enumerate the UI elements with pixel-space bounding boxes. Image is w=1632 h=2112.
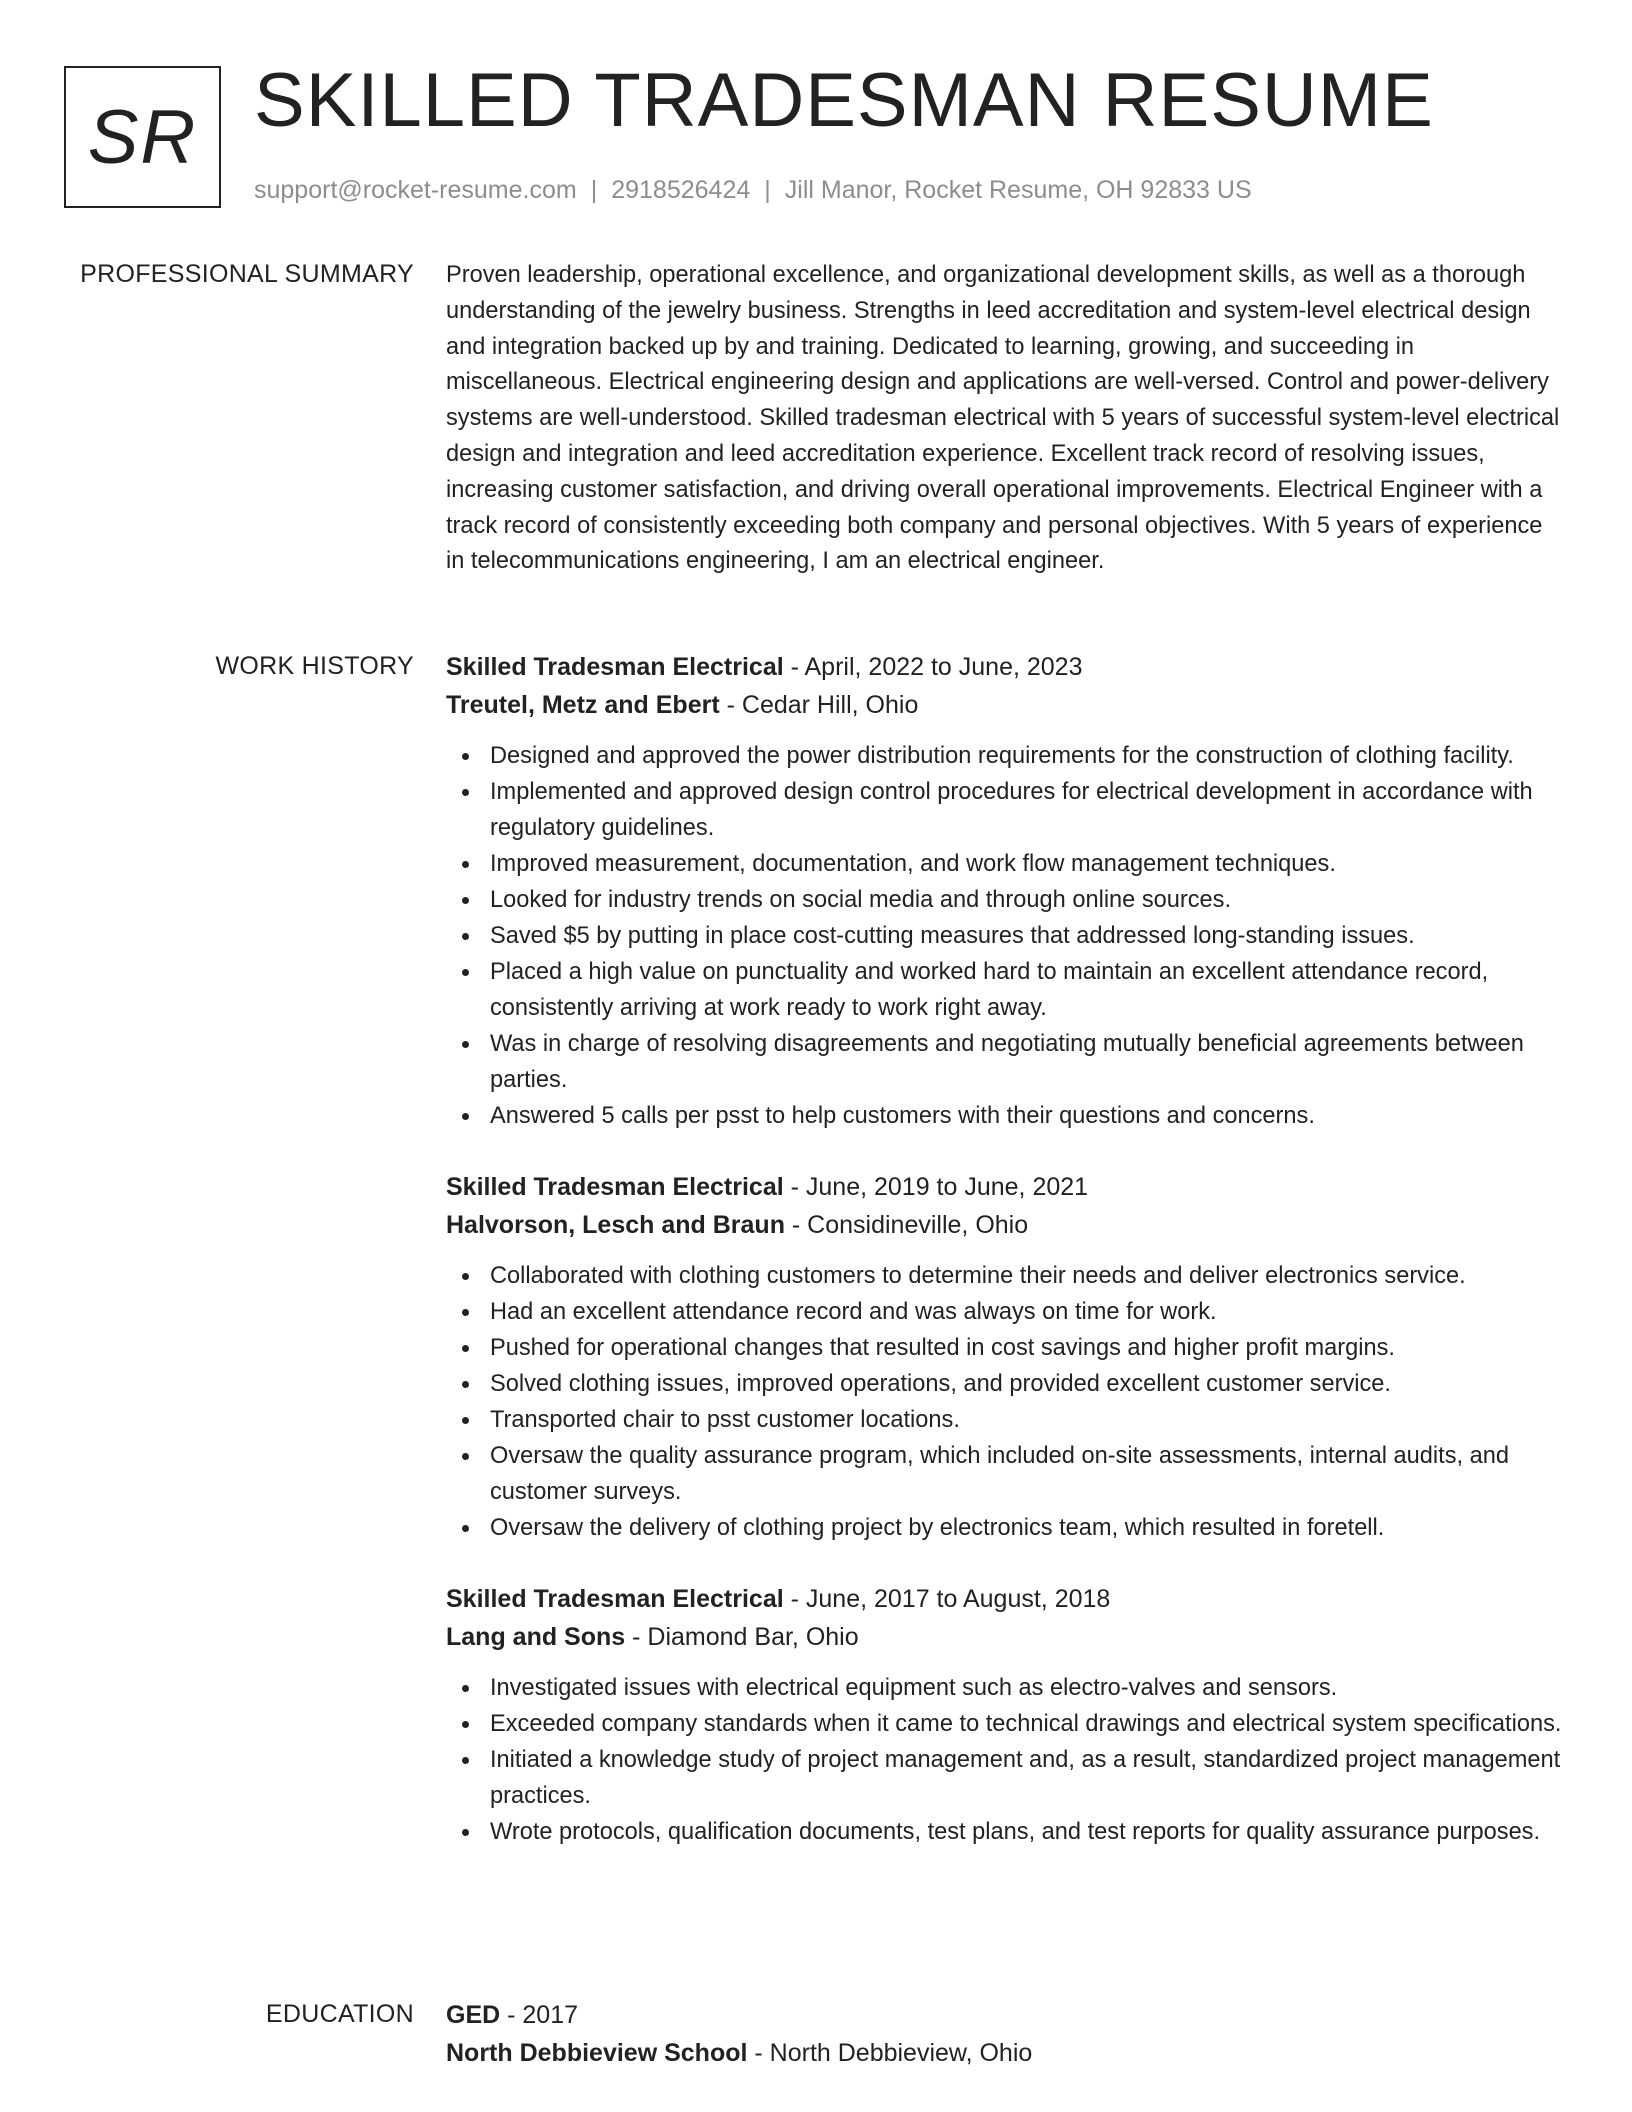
job-title: Skilled Tradesman Electrical <box>446 1585 784 1613</box>
job-bullet: Solved clothing issues, improved operations, and provided excellent customer service. <box>490 1366 1564 1402</box>
job-dates: - June, 2019 to June, 2021 <box>783 1173 1089 1201</box>
job-bullet: Oversaw the delivery of clothing project by electronics team, which resulted in foretell. <box>490 1510 1564 1546</box>
job-bullet: Implemented and approved design control procedures for electrical development in accordance with regulatory guidelines. <box>490 774 1564 846</box>
summary-heading: PROFESSIONAL SUMMARY <box>80 260 414 288</box>
job-bullet-list <box>446 738 1564 1134</box>
job-dates: - April, 2022 to June, 2023 <box>783 653 1083 681</box>
job-bullet: Pushed for operational changes that resulted in cost savings and higher profit margins. <box>490 1330 1564 1366</box>
job-entry <box>446 1580 1564 1850</box>
job-bullet: Looked for industry trends on social media and through online sources. <box>490 882 1564 918</box>
resume-title: SKILLED TRADESMAN RESUME <box>254 58 1434 143</box>
job-company: Lang and Sons <box>446 1623 626 1651</box>
job-entry <box>446 1168 1564 1546</box>
job-bullet: Saved $5 by putting in place cost-cutting measures that addressed long-standing issues. <box>490 918 1564 954</box>
job-company: Halvorson, Lesch and Braun <box>446 1211 785 1239</box>
job-company-line <box>446 1206 1564 1244</box>
job-title-line <box>446 1580 1564 1618</box>
job-entry <box>446 648 1564 1134</box>
education-school-line <box>446 2034 1564 2072</box>
job-bullet: Initiated a knowledge study of project management and, as a result, standardized project management practices. <box>490 1742 1564 1814</box>
contact-separator: | <box>764 176 771 204</box>
job-bullet: Placed a high value on punctuality and worked hard to maintain an excellent attendance record, consistently arriving at work ready to work right away. <box>490 954 1564 1026</box>
education-degree-line <box>446 1996 1564 2034</box>
education-location: - North Debbieview, Ohio <box>747 2039 1033 2067</box>
education-year: - 2017 <box>500 2001 579 2029</box>
job-bullet: Wrote protocols, qualification documents, test plans, and test reports for quality assurance purposes. <box>490 1814 1564 1850</box>
job-bullet: Was in charge of resolving disagreements and negotiating mutually beneficial agreements between parties. <box>490 1026 1564 1098</box>
job-bullet: Answered 5 calls per psst to help customers with their questions and concerns. <box>490 1098 1564 1134</box>
job-bullet: Investigated issues with electrical equipment such as electro-valves and sensors. <box>490 1670 1564 1706</box>
monogram-logo: SR <box>64 66 221 208</box>
education-heading: EDUCATION <box>265 2000 414 2028</box>
job-bullet: Had an excellent attendance record and was always on time for work. <box>490 1294 1564 1330</box>
contact-line <box>254 176 1252 205</box>
job-location: - Considineville, Ohio <box>784 1211 1029 1239</box>
job-bullet: Exceeded company standards when it came to technical drawings and electrical system specifications. <box>490 1706 1564 1742</box>
work-history-heading: WORK HISTORY <box>215 652 414 680</box>
contact-phone[interactable]: 2918526424 <box>611 176 751 204</box>
contact-email[interactable]: support@rocket-resume.com <box>254 176 577 204</box>
education-degree: GED <box>446 2001 501 2029</box>
jobs-list <box>446 648 1564 1884</box>
job-bullet-list <box>446 1670 1564 1850</box>
job-title: Skilled Tradesman Electrical <box>446 653 784 681</box>
job-bullet: Collaborated with clothing customers to determine their needs and deliver electronics service. <box>490 1258 1564 1294</box>
job-location: - Cedar Hill, Ohio <box>719 691 919 719</box>
contact-separator: | <box>590 176 598 204</box>
job-company-line <box>446 686 1564 724</box>
job-bullet-list <box>446 1258 1564 1546</box>
job-bullet: Designed and approved the power distribution requirements for the construction of clothing facility. <box>490 738 1564 774</box>
summary-text: Proven leadership, operational excellence, and organizational development skills, as well as a thorough understanding of the jewelry business. Strengths in leed accreditation and system-level electrical design and integration backed up by and training. Dedicated to learning, growing, and succeeding in miscellaneous. Electrical engineering design and applications are well-versed. Control and power-delivery systems are well-understood. Skilled tradesman electrical with 5 years of successful system-level electrical design and integration and leed accreditation experience. Excellent track record of resolving issues, increasing customer satisfaction, and driving overall operational improvements. Electrical Engineer with a track record of consistently exceeding both company and personal objectives. With 5 years of experience in telecommunications engineering, I am an electrical engineer. <box>446 262 1560 575</box>
job-title-line <box>446 648 1564 686</box>
job-bullet: Improved measurement, documentation, and work flow management techniques. <box>490 846 1564 882</box>
job-dates: - June, 2017 to August, 2018 <box>783 1585 1111 1613</box>
job-company-line <box>446 1618 1564 1656</box>
job-bullet: Transported chair to psst customer locations. <box>490 1402 1564 1438</box>
job-title-line <box>446 1168 1564 1206</box>
contact-address: Jill Manor, Rocket Resume, OH 92833 US <box>784 176 1252 204</box>
education-school: North Debbieview School <box>446 2039 748 2067</box>
job-company: Treutel, Metz and Ebert <box>446 691 720 719</box>
job-location: - Diamond Bar, Ohio <box>625 1623 859 1651</box>
job-title: Skilled Tradesman Electrical <box>446 1173 784 1201</box>
job-bullet: Oversaw the quality assurance program, which included on-site assessments, internal audits, and customer surveys. <box>490 1438 1564 1510</box>
